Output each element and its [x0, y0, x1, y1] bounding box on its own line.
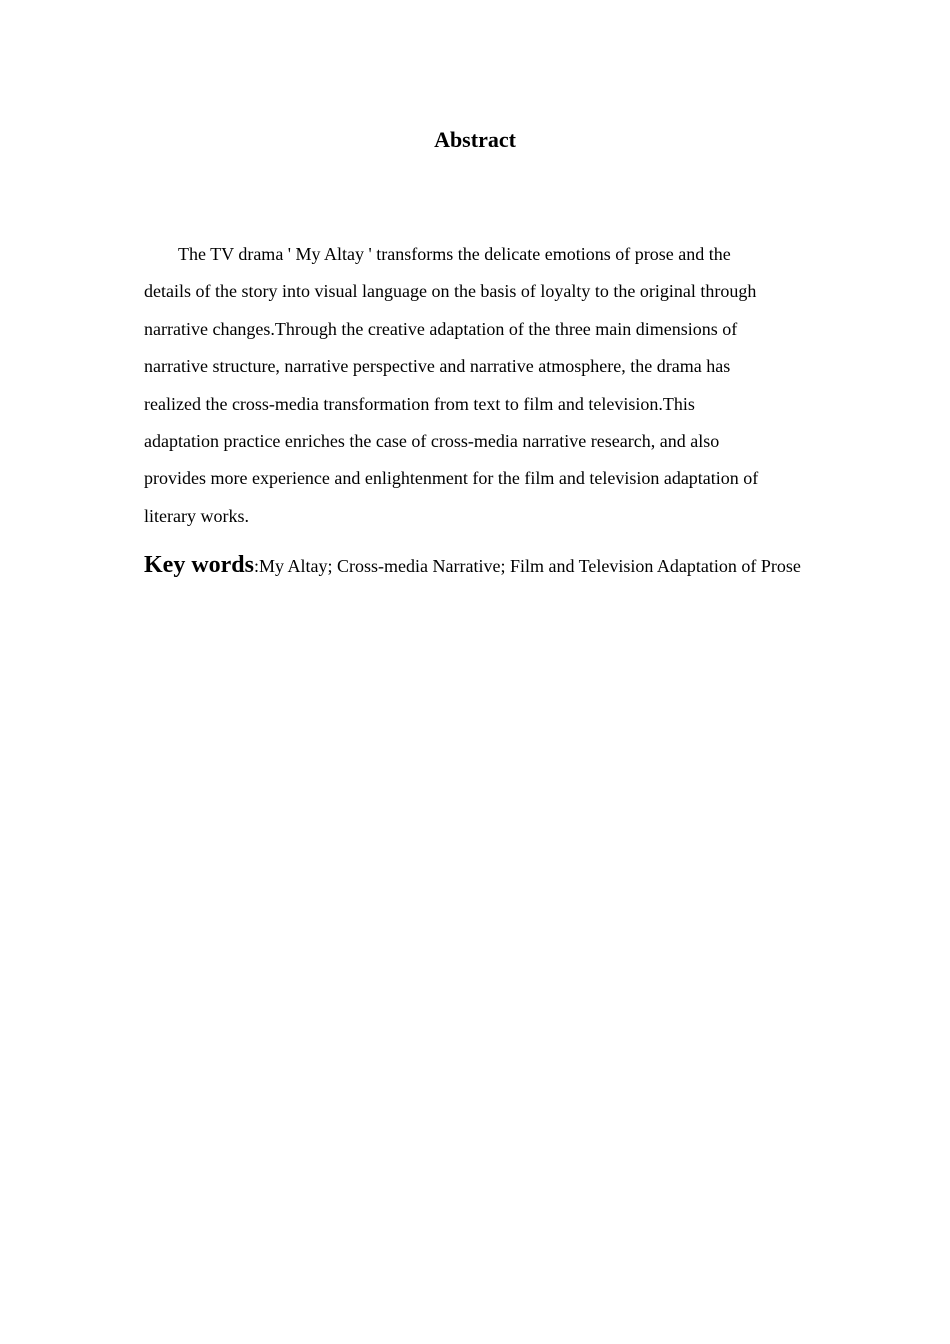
- abstract-line: narrative structure, narrative perspective and narrative atmosphere, the drama has: [144, 356, 731, 377]
- abstract-line: The TV drama ' My Altay ' transforms the delicate emotions of prose and the: [178, 244, 731, 264]
- abstract-line: realized the cross-media transformation from text to film and television.This: [144, 393, 695, 414]
- keywords-paragraph: [144, 548, 806, 584]
- abstract-body: [144, 236, 806, 535]
- abstract-line: narrative changes.Through the creative adaptation of the three main dimensions of: [144, 318, 738, 339]
- abstract-title: Abstract: [434, 127, 516, 152]
- abstract-line: provides more experience and enlightenment for the film and television adaptation of: [144, 468, 759, 489]
- abstract-line: details of the story into visual language on the basis of loyalty to the original through: [144, 281, 757, 302]
- keywords-text: My Altay; Cross-media Narrative; Film and Television Adaptation of Prose: [259, 556, 801, 576]
- abstract-line: adaptation practice enriches the case of cross-media narrative research, and also: [144, 431, 720, 452]
- keywords-label: Key words: [144, 552, 254, 578]
- abstract-line: literary works.: [144, 505, 249, 526]
- keywords-separator: :: [254, 556, 260, 576]
